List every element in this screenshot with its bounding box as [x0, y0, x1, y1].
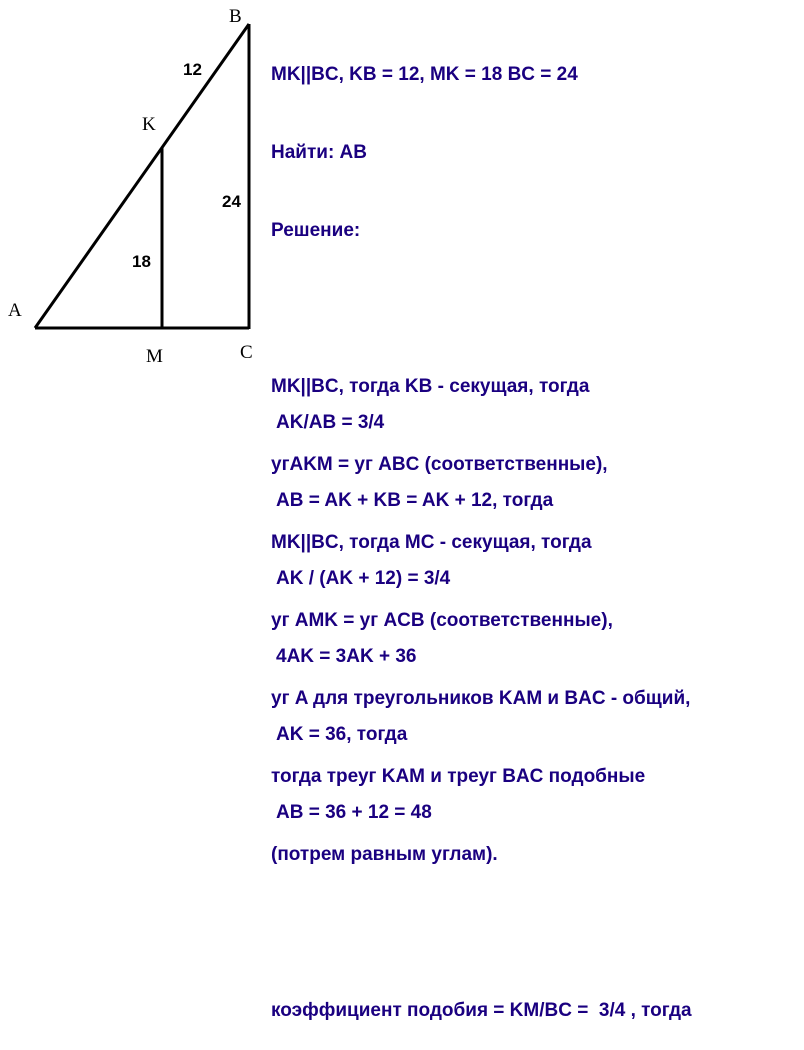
text-line: угAKM = уг ABC (соответственные),	[271, 454, 608, 475]
vertex-k-label: K	[142, 114, 156, 135]
text-line: 4AK = 3AK + 36	[276, 646, 417, 667]
side-ab	[35, 24, 249, 328]
text-line: Решение:	[271, 220, 361, 241]
vertex-b-label: B	[229, 6, 242, 27]
km-length-label: 18	[132, 252, 151, 271]
text-line: MK||BC, тогда MC - секущая, тогда	[271, 532, 592, 553]
text-line: AB = 36 + 12 = 48	[276, 802, 432, 823]
text-line: AK / (AK + 12) = 3/4	[276, 568, 451, 589]
text-line: AK/AB = 3/4	[276, 412, 385, 433]
bc-length-label: 24	[222, 192, 241, 211]
text-line: MK||BC, тогда KB - секущая, тогда	[271, 376, 590, 397]
calculation-text-block	[276, 358, 553, 852]
text-line: Найти: AB	[271, 142, 368, 163]
text-line	[271, 920, 692, 946]
text-line: (потрем равным углам).	[271, 844, 498, 865]
text-line: уг A для треугольников KAM и BAC - общий,	[271, 688, 691, 709]
vertex-m-label: M	[146, 346, 163, 367]
text-line	[271, 296, 692, 322]
text-line: MK||BC, KB = 12, MK = 18 BC = 24	[271, 64, 578, 85]
text-line: уг AMK = уг ACB (соответственные),	[271, 610, 613, 631]
text-line: AB = AK + KB = AK + 12, тогда	[276, 490, 554, 511]
vertex-c-label: C	[240, 342, 253, 363]
text-line: тогда треуг KAM и треуг BAC подобные	[271, 766, 646, 787]
text-line: коэффициент подобия = KM/BC = 3/4 , тогда	[271, 1000, 692, 1021]
vertex-a-label: A	[8, 300, 22, 321]
text-line: AK = 36, тогда	[276, 724, 408, 745]
kb-length-label: 12	[183, 60, 202, 79]
